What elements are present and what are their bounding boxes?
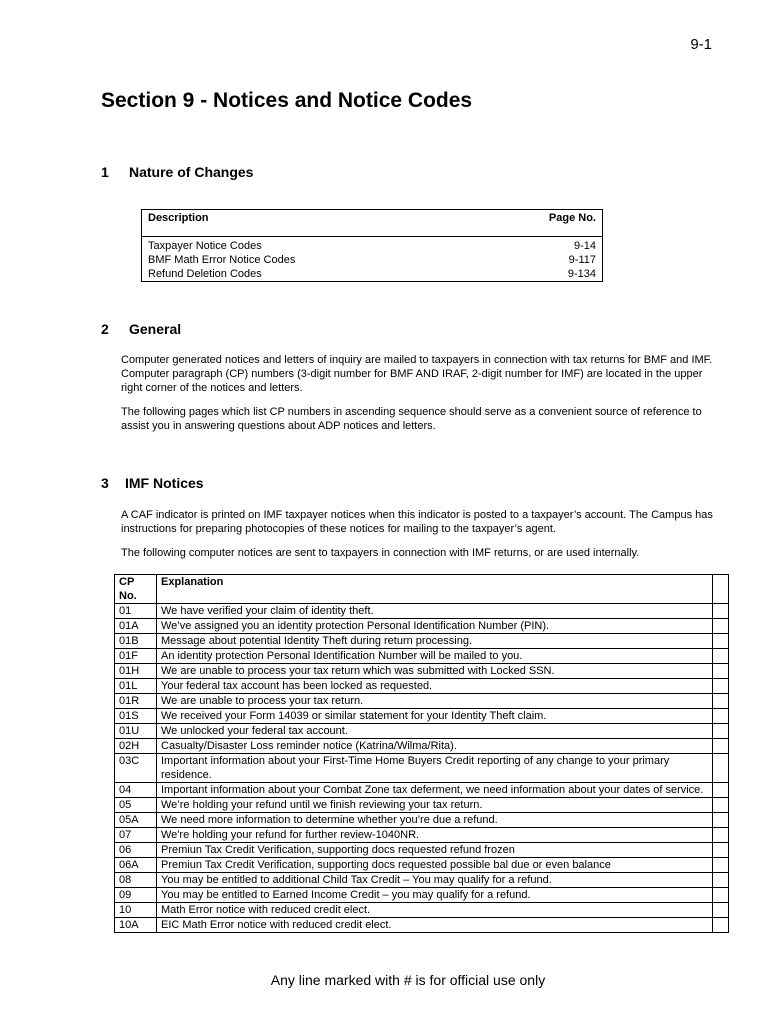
cp-table-row <box>115 858 729 873</box>
cp-explanation: Message about potential Identity Theft during return processing. <box>157 634 713 649</box>
cp-table-row <box>115 664 729 679</box>
cp-explanation: Casualty/Disaster Loss reminder notice (Katrina/Wilma/Rita). <box>157 739 713 754</box>
blank-cell <box>713 873 729 888</box>
blank-cell <box>713 858 729 873</box>
cp-code: 01A <box>115 619 157 634</box>
cp-table-row <box>115 798 729 813</box>
cp-code: 01H <box>115 664 157 679</box>
change-description: Taxpayer Notice Codes <box>148 240 262 252</box>
cp-explanation: You may be entitled to Earned Income Credit – you may qualify for a refund. <box>157 888 713 903</box>
cp-table-row <box>115 754 729 783</box>
cp-code: 01 <box>115 604 157 619</box>
change-page-number: 9-14 <box>573 240 596 252</box>
cp-explanation: We have verified your claim of identity theft. <box>157 604 713 619</box>
cp-table-row <box>115 903 729 918</box>
section-title: Section 9 - Notices and Notice Codes <box>101 89 473 112</box>
changes-table-rows <box>142 237 602 281</box>
cp-notice-table <box>114 574 729 933</box>
general-paragraph-2: The following pages which list CP numbers in ascending sequence should serve as a convenient source of reference to assist you in answering questions about ADP notices and letters. <box>121 406 702 432</box>
cp-explanation: We received your Form 14039 or similar statement for your Identity Theft claim. <box>157 709 713 724</box>
page-number: 9-1 <box>690 36 712 53</box>
imf-paragraph-1: A CAF indicator is printed on IMF taxpayer notices when this indicator is posted to a taxpayer’s account. The Campus has instructions for preparing photocopies of these notices for mailing to the taxpayer’s agent. <box>121 509 713 535</box>
changes-table <box>141 209 603 282</box>
cp-code: 06A <box>115 858 157 873</box>
section-3-title: IMF Notices <box>125 475 204 491</box>
cp-table-row <box>115 783 729 798</box>
cp-explanation: We are unable to process your tax return. <box>157 694 713 709</box>
blank-cell <box>713 918 729 933</box>
change-page-number: 9-117 <box>568 254 596 266</box>
cp-explanation: We need more information to determine whether you’re due a refund. <box>157 813 713 828</box>
cp-table-row <box>115 619 729 634</box>
page-no-header: Page No. <box>548 212 596 224</box>
cp-table-row <box>115 694 729 709</box>
blank-cell <box>713 813 729 828</box>
cp-code: 01F <box>115 649 157 664</box>
cp-table-row <box>115 709 729 724</box>
section-3-number: 3 <box>101 475 109 491</box>
cp-table-header <box>115 575 729 604</box>
cp-explanation: An identity protection Personal Identification Number will be mailed to you. <box>157 649 713 664</box>
cp-table-row <box>115 634 729 649</box>
cp-code: 08 <box>115 873 157 888</box>
explanation-header: Explanation <box>157 575 713 604</box>
cp-table-row <box>115 873 729 888</box>
section-1-number: 1 <box>101 164 109 180</box>
cp-no-header: CP No. <box>115 575 157 604</box>
section-3-heading <box>101 475 204 491</box>
cp-table-row <box>115 918 729 933</box>
cp-table-row <box>115 604 729 619</box>
cp-code: 01R <box>115 694 157 709</box>
changes-table-header <box>142 210 602 237</box>
blank-cell <box>713 783 729 798</box>
cp-table-row <box>115 828 729 843</box>
cp-explanation: You may be entitled to additional Child Tax Credit – You may qualify for a refund. <box>157 873 713 888</box>
section-1-title: Nature of Changes <box>129 164 254 180</box>
general-paragraph-1: Computer generated notices and letters of inquiry are mailed to taxpayers in connection with tax returns for BMF and IMF. Computer paragraph (CP) numbers (3-digit number for BMF AND IRAF, 2-digit number for IMF) are located in the upper right corner of the notices and letters. <box>121 354 713 394</box>
general-text <box>121 353 721 443</box>
cp-table-row <box>115 843 729 858</box>
imf-text <box>121 508 721 570</box>
blank-cell <box>713 634 729 649</box>
section-1-heading <box>101 164 253 180</box>
cp-code: 03C <box>115 754 157 783</box>
changes-table-row <box>142 267 602 281</box>
section-2-title: General <box>129 321 182 337</box>
blank-cell <box>713 798 729 813</box>
blank-cell <box>713 649 729 664</box>
cp-table-row <box>115 888 729 903</box>
blank-cell <box>713 724 729 739</box>
cp-code: 04 <box>115 783 157 798</box>
cp-code: 09 <box>115 888 157 903</box>
cp-explanation: Math Error notice with reduced credit elect. <box>157 903 713 918</box>
blank-cell <box>713 679 729 694</box>
change-description: BMF Math Error Notice Codes <box>148 254 296 266</box>
cp-explanation: Premiun Tax Credit Verification, supporting docs requested refund frozen <box>157 843 713 858</box>
cp-code: 01S <box>115 709 157 724</box>
cp-explanation: Important information about your First-Time Home Buyers Credit reporting of any change to your primary residence. <box>157 754 713 783</box>
cp-code: 02H <box>115 739 157 754</box>
cp-code: 01U <box>115 724 157 739</box>
section-2-number: 2 <box>101 321 109 337</box>
blank-cell <box>713 903 729 918</box>
cp-explanation: We're holding your refund for further review-1040NR. <box>157 828 713 843</box>
changes-table-row <box>142 253 602 267</box>
cp-table-row <box>115 813 729 828</box>
change-description: Refund Deletion Codes <box>148 268 262 280</box>
blank-cell <box>713 619 729 634</box>
blank-cell <box>713 843 729 858</box>
blank-cell <box>713 664 729 679</box>
cp-code: 10 <box>115 903 157 918</box>
blank-cell <box>713 754 729 783</box>
cp-explanation: EIC Math Error notice with reduced credit elect. <box>157 918 713 933</box>
cp-table-row <box>115 649 729 664</box>
cp-code: 01L <box>115 679 157 694</box>
cp-code: 05A <box>115 813 157 828</box>
cp-table-row <box>115 739 729 754</box>
cp-table-row <box>115 679 729 694</box>
cp-code: 07 <box>115 828 157 843</box>
blank-header-cell <box>713 575 729 604</box>
blank-cell <box>713 694 729 709</box>
blank-cell <box>713 828 729 843</box>
change-page-number: 9-134 <box>567 268 596 280</box>
cp-table-row <box>115 724 729 739</box>
cp-code: 05 <box>115 798 157 813</box>
cp-code: 06 <box>115 843 157 858</box>
blank-cell <box>713 739 729 754</box>
cp-explanation: We unlocked your federal tax account. <box>157 724 713 739</box>
cp-explanation: We’re holding your refund until we finish reviewing your tax return. <box>157 798 713 813</box>
cp-explanation: Premiun Tax Credit Verification, supporting docs requested possible bal due or even balance <box>157 858 713 873</box>
blank-cell <box>713 604 729 619</box>
cp-code: 10A <box>115 918 157 933</box>
blank-cell <box>713 709 729 724</box>
blank-cell <box>713 888 729 903</box>
imf-paragraph-2: The following computer notices are sent to taxpayers in connection with IMF returns, or are used internally. <box>121 547 640 559</box>
cp-explanation: Your federal tax account has been locked as requested. <box>157 679 713 694</box>
cp-explanation: Important information about your Combat Zone tax deferment, we need information about your dates of service. <box>157 783 713 798</box>
cp-explanation: We are unable to process your tax return which was submitted with Locked SSN. <box>157 664 713 679</box>
cp-explanation: We’ve assigned you an identity protection Personal Identification Number (PIN). <box>157 619 713 634</box>
cp-code: 01B <box>115 634 157 649</box>
changes-table-row <box>142 239 602 253</box>
description-header: Description <box>148 212 209 224</box>
footer-note: Any line marked with # is for official use only <box>270 972 546 988</box>
section-2-heading <box>101 321 181 337</box>
